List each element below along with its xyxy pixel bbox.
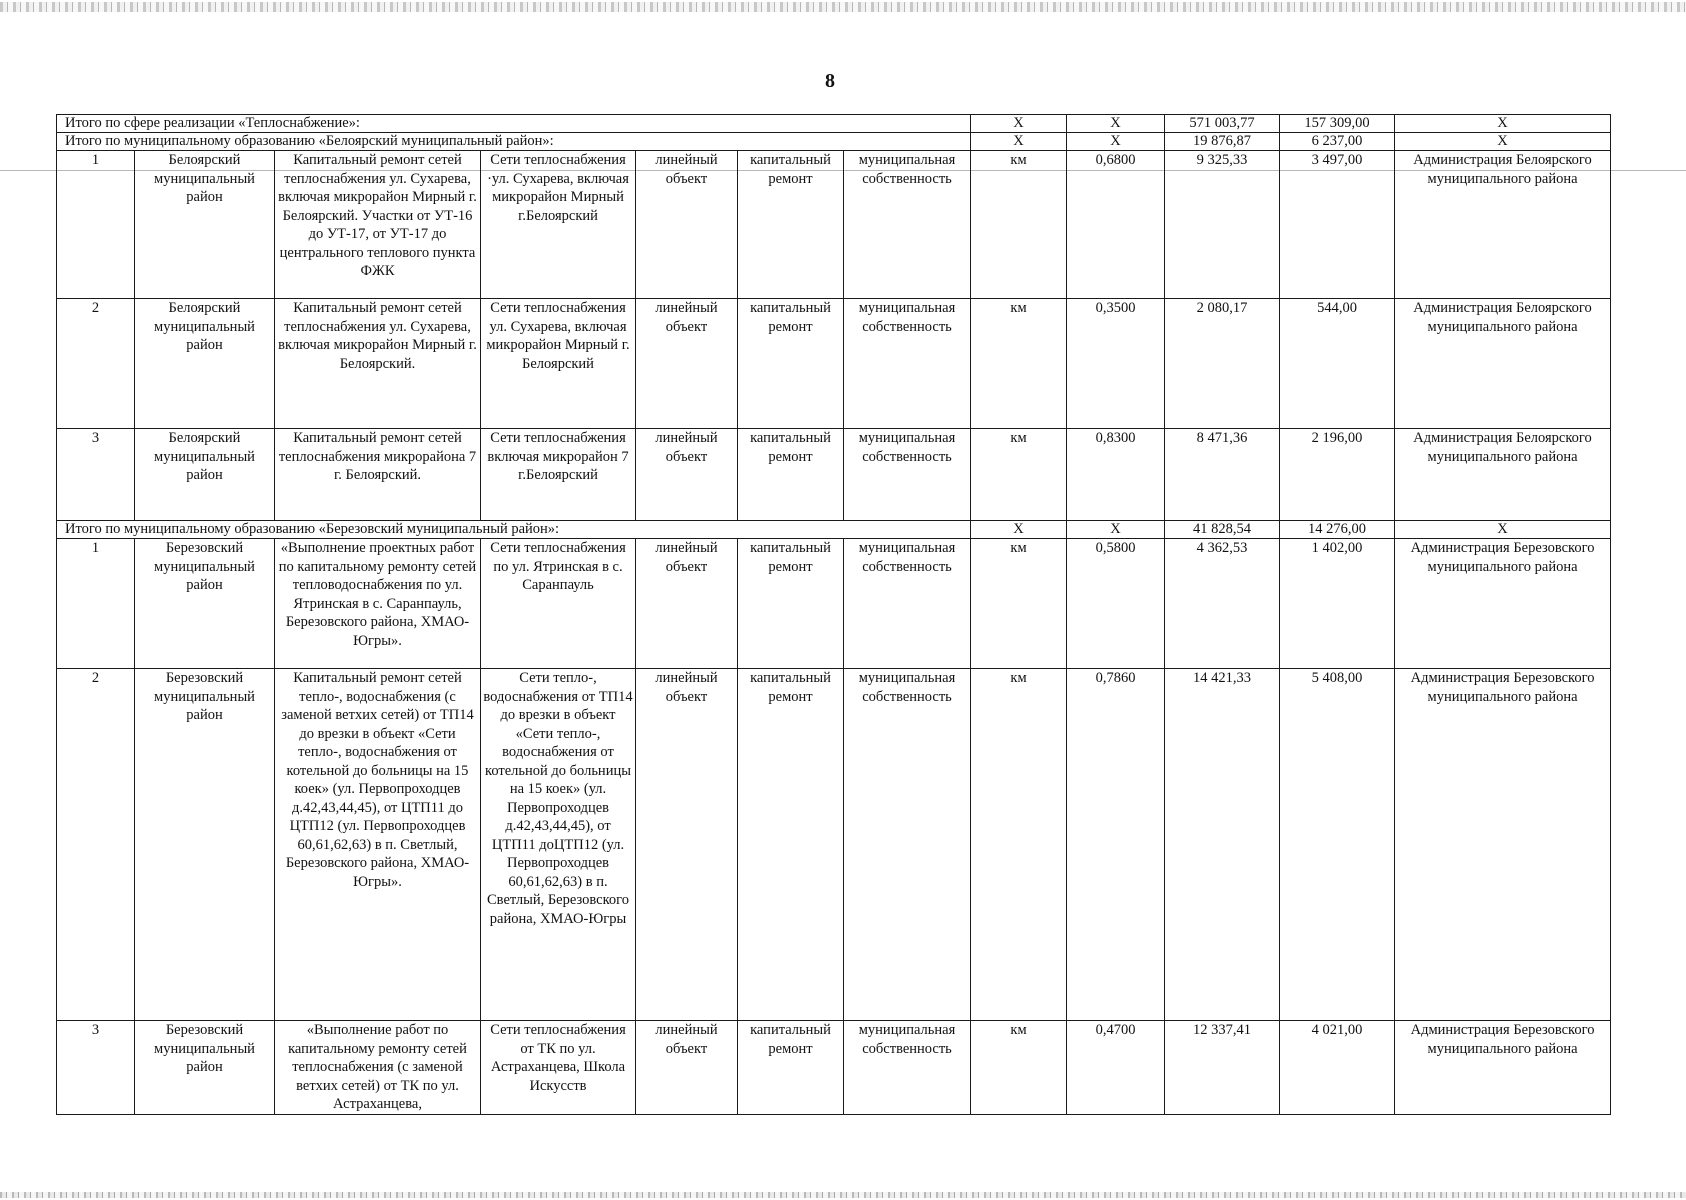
customer: Администрация Березовского муниципального района — [1395, 539, 1611, 669]
summary-c13: X — [1395, 521, 1611, 539]
summary-label: Итого по муниципальному образованию «Белоярский муниципальный район»: — [57, 133, 971, 151]
work-type: капитальный ремонт — [738, 669, 844, 1021]
unit: км — [971, 151, 1067, 299]
customer: Администрация Березовского муниципального района — [1395, 669, 1611, 1021]
page-number: 8 — [825, 70, 835, 92]
unit: км — [971, 1021, 1067, 1115]
funds: 2 196,00 — [1280, 429, 1395, 521]
unit: км — [971, 299, 1067, 429]
work-type: капитальный ремонт — [738, 539, 844, 669]
project-name: «Выполнение работ по капитальному ремонту сетей теплоснабжения (с заменой ветхих сетей) от ТК по ул. Астраханцева, — [275, 1021, 481, 1115]
work-type: капитальный ремонт — [738, 151, 844, 299]
summary-funds: 6 237,00 — [1280, 133, 1395, 151]
summary-funds: 157 309,00 — [1280, 115, 1395, 133]
quantity: 0,8300 — [1067, 429, 1165, 521]
funds: 4 021,00 — [1280, 1021, 1395, 1115]
summary-c10: X — [1067, 521, 1165, 539]
object-type: линейный объект — [636, 151, 738, 299]
summary-row-beloyarsky — [57, 133, 1611, 151]
row-number: 3 — [57, 1021, 135, 1115]
customer: Администрация Белоярского муниципального района — [1395, 151, 1611, 299]
row-number: 2 — [57, 299, 135, 429]
table-row — [57, 299, 1611, 429]
summary-c9: X — [971, 115, 1067, 133]
customer: Администрация Белоярского муниципального района — [1395, 429, 1611, 521]
cost: 2 080,17 — [1165, 299, 1280, 429]
object-name: Сети теплоснабжения включая микрорайон 7 г.Белоярский — [481, 429, 636, 521]
summary-c10: X — [1067, 115, 1165, 133]
project-name: «Выполнение проектных работ по капитальному ремонту сетей тепловодоснабжения по ул. Ятринская в с. Саранпауль, Березовского района, ХМАО-Югры». — [275, 539, 481, 669]
municipality: Белоярский муниципальный район — [135, 151, 275, 299]
investment-table — [56, 114, 1611, 1115]
cost: 8 471,36 — [1165, 429, 1280, 521]
summary-cost: 571 003,77 — [1165, 115, 1280, 133]
row-number: 1 — [57, 151, 135, 299]
object-type: линейный объект — [636, 539, 738, 669]
summary-c9: X — [971, 133, 1067, 151]
ownership: муниципальная собственность — [844, 669, 971, 1021]
project-name: Капитальный ремонт сетей теплоснабжения микрорайона 7 г. Белоярский. — [275, 429, 481, 521]
object-type: линейный объект — [636, 429, 738, 521]
scan-artifact-top — [0, 2, 1686, 12]
row-number: 1 — [57, 539, 135, 669]
project-name: Капитальный ремонт сетей теплоснабжения ул. Сухарева, включая микрорайон Мирный г. Белоярский. Участки от УТ-16 до УТ-17, от УТ-17 до центрального теплового пункта ФЖК — [275, 151, 481, 299]
summary-label: Итого по муниципальному образованию «Березовский муниципальный район»: — [57, 521, 971, 539]
object-type: линейный объект — [636, 669, 738, 1021]
summary-row-berezovsky — [57, 521, 1611, 539]
ownership: муниципальная собственность — [844, 539, 971, 669]
cost: 9 325,33 — [1165, 151, 1280, 299]
summary-c9: X — [971, 521, 1067, 539]
row-number: 3 — [57, 429, 135, 521]
funds: 5 408,00 — [1280, 669, 1395, 1021]
work-type: капитальный ремонт — [738, 429, 844, 521]
summary-c13: X — [1395, 115, 1611, 133]
ownership: муниципальная собственность — [844, 1021, 971, 1115]
summary-cost: 41 828,54 — [1165, 521, 1280, 539]
table-row — [57, 151, 1611, 299]
summary-c13: X — [1395, 133, 1611, 151]
project-name: Капитальный ремонт сетей тепло-, водоснабжения (с заменой ветхих сетей) от ТП14 до врезки в объект «Сети тепло-, водоснабжения от котельной до больницы на 15 коек» (ул. Первопроходцев д.42,43,44,45), от ЦТП11 до ЦТП12 (ул. Первопроходцев 60,61,62,63) в п. Светлый, Березовского района, ХМАО-Югры». — [275, 669, 481, 1021]
municipality: Березовский муниципальный район — [135, 669, 275, 1021]
ownership: муниципальная собственность — [844, 151, 971, 299]
summary-label: Итого по сфере реализации «Теплоснабжение»: — [57, 115, 971, 133]
quantity: 0,6800 — [1067, 151, 1165, 299]
cost: 4 362,53 — [1165, 539, 1280, 669]
work-type: капитальный ремонт — [738, 299, 844, 429]
summary-row-sphere — [57, 115, 1611, 133]
summary-funds: 14 276,00 — [1280, 521, 1395, 539]
table-row — [57, 669, 1611, 1021]
object-name: Сети теплоснабжения ·ул. Сухарева, включая микрорайон Мирный г.Белоярский — [481, 151, 636, 299]
quantity: 0,5800 — [1067, 539, 1165, 669]
table-row — [57, 1021, 1611, 1115]
funds: 1 402,00 — [1280, 539, 1395, 669]
customer: Администрация Белоярского муниципального района — [1395, 299, 1611, 429]
object-name: Сети теплоснабжения по ул. Ятринская в с. Саранпауль — [481, 539, 636, 669]
object-type: линейный объект — [636, 1021, 738, 1115]
row-number: 2 — [57, 669, 135, 1021]
object-name: Сети тепло-, водоснабжения от ТП14 до врезки в объект «Сети тепло-, водоснабжения от котельной до больницы на 15 коек» (ул. Первопроходцев д.42,43,44,45), от ЦТП11 доЦТП12 (ул. Первопроходцев 60,61,62,63) в п. Светлый, Березовского района, ХМАО-Югры — [481, 669, 636, 1021]
municipality: Березовский муниципальный район — [135, 1021, 275, 1115]
object-type: линейный объект — [636, 299, 738, 429]
funds: 544,00 — [1280, 299, 1395, 429]
object-name: Сети теплоснабжения от ТК по ул. Астраханцева, Школа Искусств — [481, 1021, 636, 1115]
quantity: 0,4700 — [1067, 1021, 1165, 1115]
municipality: Белоярский муниципальный район — [135, 429, 275, 521]
ownership: муниципальная собственность — [844, 299, 971, 429]
cost: 14 421,33 — [1165, 669, 1280, 1021]
ownership: муниципальная собственность — [844, 429, 971, 521]
summary-c10: X — [1067, 133, 1165, 151]
unit: км — [971, 669, 1067, 1021]
summary-cost: 19 876,87 — [1165, 133, 1280, 151]
object-name: Сети теплоснабжения ул. Сухарева, включая микрорайон Мирный г. Белоярский — [481, 299, 636, 429]
work-type: капитальный ремонт — [738, 1021, 844, 1115]
scan-artifact-bottom — [0, 1192, 1686, 1198]
quantity: 0,7860 — [1067, 669, 1165, 1021]
table-row — [57, 539, 1611, 669]
municipality: Белоярский муниципальный район — [135, 299, 275, 429]
unit: км — [971, 429, 1067, 521]
cost: 12 337,41 — [1165, 1021, 1280, 1115]
project-name: Капитальный ремонт сетей теплоснабжения ул. Сухарева, включая микрорайон Мирный г. Белоярский. — [275, 299, 481, 429]
municipality: Березовский муниципальный район — [135, 539, 275, 669]
table-row — [57, 429, 1611, 521]
unit: км — [971, 539, 1067, 669]
quantity: 0,3500 — [1067, 299, 1165, 429]
funds: 3 497,00 — [1280, 151, 1395, 299]
customer: Администрация Березовского муниципального района — [1395, 1021, 1611, 1115]
